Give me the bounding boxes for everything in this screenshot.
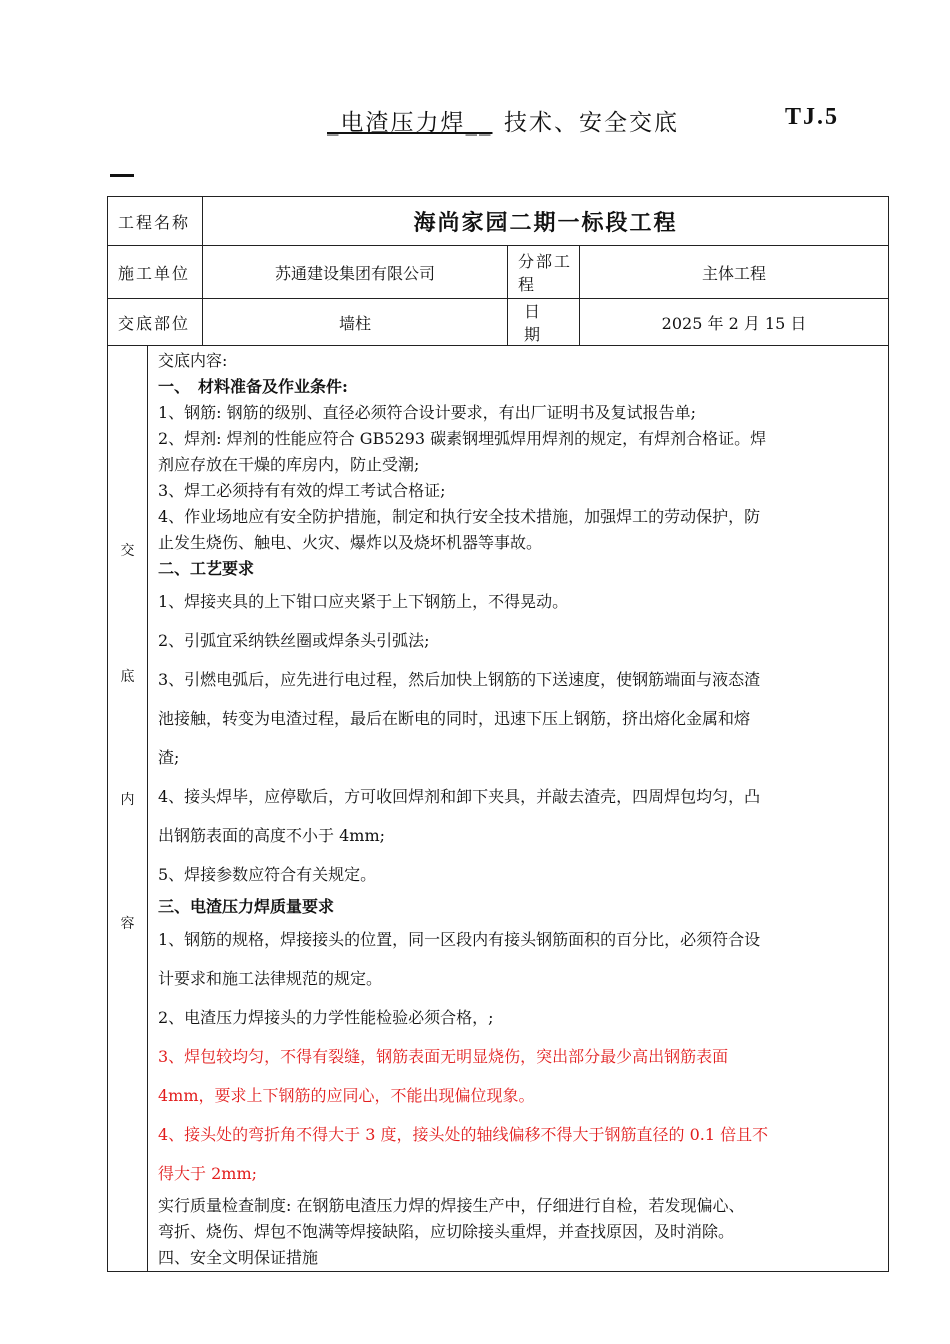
project-row <box>108 197 889 246</box>
side-char: 容 <box>120 916 135 932</box>
content-line: 剂应存放在干燥的库房内，防止受潮; <box>158 455 420 474</box>
content-line: 3、引燃电弧后，应先进行电过程，然后加快上钢筋的下送速度，使钢筋端面与液态渣 <box>158 670 761 689</box>
content-line: 1、钢筋的规格，焊接接头的位置，同一区段内有接头钢筋面积的百分比，必须符合设 <box>158 930 761 949</box>
content-line: 出钢筋表面的高度不小于 4mm; <box>158 826 386 845</box>
contractor-value: 苏通建设集团有限公司 <box>203 246 508 299</box>
contractor-label: 施工单位 <box>108 246 203 299</box>
disclosure-table <box>107 196 889 1272</box>
content-line: 4、作业场地应有安全防护措施，制定和执行安全技术措施，加强焊工的劳动保护，防 <box>158 507 761 526</box>
section-heading: 三、电渣压力焊质量要求 <box>158 897 335 916</box>
disclosure-content <box>148 346 889 1272</box>
division-value: 主体工程 <box>580 246 889 299</box>
content-line: 4、接头焊毕，应停歇后，方可收回焊剂和卸下夹具，并敲去渣壳，四周焊包均匀，凸 <box>158 787 761 806</box>
section-heading: 一、 材料准备及作业条件: <box>158 377 348 396</box>
content-line: 1、钢筋: 钢筋的级别、直径必须符合设计要求，有出厂证明书及复试报告单; <box>158 403 697 422</box>
content-line: 池接触，转变为电渣过程，最后在断电的同时，迅速下压上钢筋，挤出熔化金属和熔 <box>158 709 751 728</box>
content-line: 3、焊工必须持有有效的焊工考试合格证; <box>158 481 446 500</box>
content-line-highlight: 得大于 2mm; <box>158 1164 258 1183</box>
side-char: 交 <box>120 543 135 559</box>
content-line: 弯折、烧伤、焊包不饱满等焊接缺陷，应切除接头重焊，并查找原因，及时消除。 <box>158 1222 735 1241</box>
division-label: 分部工程 <box>508 246 580 299</box>
section-heading: 二、工艺要求 <box>158 559 255 578</box>
content-line-highlight: 4、接头处的弯折角不得大于 3 度，接头处的轴线偏移不得大于钢筋直径的 0.1 倍且不 <box>158 1125 769 1144</box>
content-line: 实行质量检查制度: 在钢筋电渣压力焊的焊接生产中，仔细进行自检，若发现偏心、 <box>158 1196 745 1215</box>
content-line: 2、电渣压力焊接头的力学性能检验必须合格，; <box>158 1008 494 1027</box>
content-intro: 交底内容: <box>158 351 228 370</box>
title-prefix: _电渣压力焊__ <box>327 110 493 136</box>
location-label: 交底部位 <box>108 299 203 346</box>
content-line: 5、焊接参数应符合有关规定。 <box>158 865 377 884</box>
content-line: 止发生烧伤、触电、火灾、爆炸以及烧坏机器等事故。 <box>158 533 543 552</box>
project-name: 海尚家园二期一标段工程 <box>203 197 889 246</box>
document-code: TJ.5 <box>785 104 840 130</box>
project-label: 工程名称 <box>108 197 203 246</box>
side-char: 底 <box>120 669 135 685</box>
content-line-highlight: 4mm，要求上下钢筋的应同心，不能出现偏位现象。 <box>158 1086 535 1105</box>
side-char: 内 <box>120 792 135 808</box>
location-value: 墙柱 <box>203 299 508 346</box>
title-dash <box>110 174 134 177</box>
contractor-row <box>108 246 889 299</box>
content-line: 渣; <box>158 748 180 767</box>
date-label: 日 期 <box>508 299 580 346</box>
content-line: 1、焊接夹具的上下钳口应夹紧于上下钢筋上，不得晃动。 <box>158 592 569 611</box>
title-main: 技术、安全交底 <box>504 110 679 136</box>
content-row <box>108 346 889 1272</box>
side-label <box>108 346 148 1272</box>
content-line: 2、引弧宜采纳铁丝圈或焊条头引弧法; <box>158 631 430 650</box>
content-line: 计要求和施工法律规范的规定。 <box>158 969 383 988</box>
content-line: 2、焊剂: 焊剂的性能应符合 GB5293 碳素钢埋弧焊用焊剂的规定，有焊剂合格证。焊 <box>158 429 767 448</box>
date-value: 2025 年 2 月 15 日 <box>580 299 889 346</box>
section-heading: 四、安全文明保证措施 <box>158 1248 319 1267</box>
content-line-highlight: 3、焊包较均匀，不得有裂缝，钢筋表面无明显烧伤，突出部分最少高出钢筋表面 <box>158 1047 729 1066</box>
location-row <box>108 299 889 346</box>
document-title <box>0 104 950 144</box>
